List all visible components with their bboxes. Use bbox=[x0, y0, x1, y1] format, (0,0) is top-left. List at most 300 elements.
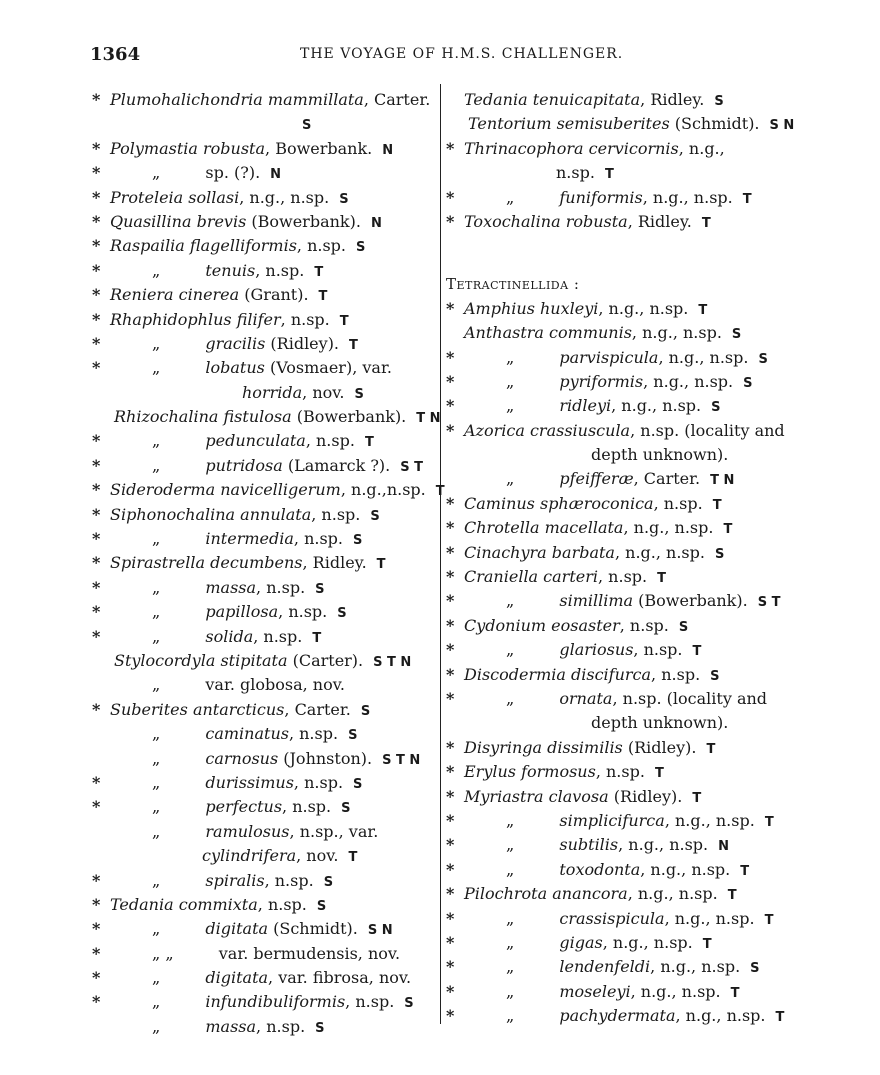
new-species-marker: * bbox=[92, 968, 101, 988]
genus-species: moseleyi bbox=[559, 981, 631, 1001]
species-entry bbox=[446, 419, 798, 443]
genus-species: lobatus bbox=[205, 358, 265, 378]
genus-species: Chrotella macellata bbox=[464, 518, 624, 538]
species-entry bbox=[446, 565, 798, 589]
species-name-text bbox=[464, 663, 720, 689]
genus-species: Spirastrella decumbens bbox=[110, 553, 303, 573]
locality-code: T bbox=[376, 557, 386, 573]
locality-code: T bbox=[723, 522, 733, 538]
locality-code: S T bbox=[757, 595, 781, 611]
ditto-mark: „ bbox=[506, 810, 520, 830]
species-name-text bbox=[591, 711, 728, 735]
genus-species: infundibuliformis bbox=[205, 992, 346, 1012]
new-species-marker: * bbox=[92, 772, 101, 792]
locality-code: S bbox=[348, 728, 358, 744]
authority-text: , Carter. bbox=[284, 699, 351, 719]
genus-species: glariosus bbox=[559, 640, 634, 660]
genus-species: pachydermata bbox=[559, 1006, 676, 1026]
authority-text: , n.sp. bbox=[345, 992, 395, 1012]
species-name-text bbox=[464, 785, 701, 811]
locality-code: S bbox=[750, 961, 760, 977]
locality-code: N bbox=[270, 167, 282, 183]
left-column bbox=[92, 88, 445, 1039]
authority-text: , n.sp. bbox=[311, 504, 361, 524]
species-entry bbox=[446, 638, 798, 662]
locality-code: T bbox=[702, 936, 712, 952]
authority-text: (Carter). bbox=[287, 650, 364, 670]
ditto-mark: „ bbox=[152, 772, 166, 792]
genus-species: caminatus bbox=[205, 724, 289, 744]
authority-text: , n.sp. bbox=[257, 894, 307, 914]
new-species-marker: * bbox=[446, 786, 455, 806]
new-species-marker: * bbox=[446, 884, 455, 904]
species-name-text bbox=[110, 698, 370, 724]
authority-text: (Ridley). bbox=[622, 737, 697, 757]
species-name-text bbox=[464, 321, 741, 347]
locality-code: S bbox=[315, 1020, 325, 1036]
authority-text: , nov. bbox=[296, 846, 339, 866]
genus-species: putridosa bbox=[205, 455, 283, 475]
genus-species: simillima bbox=[559, 591, 634, 611]
locality-code: S bbox=[341, 801, 351, 817]
genus-species: Plumohalichondria mammillata bbox=[110, 90, 364, 109]
ditto-mark: „ bbox=[152, 333, 166, 353]
authority-text: (Lamarck ?). bbox=[282, 455, 391, 475]
authority-text: , n.g., n.sp. bbox=[627, 884, 718, 904]
ditto-mark: „ bbox=[506, 396, 520, 416]
locality-code: T bbox=[712, 497, 722, 513]
ditto-mark: „ bbox=[506, 981, 520, 1001]
species-entry bbox=[446, 112, 798, 136]
authority-text: , Ridley. bbox=[302, 553, 367, 573]
species-entry bbox=[92, 771, 437, 795]
genus-species: Raspailia flagelliformis bbox=[110, 236, 297, 256]
locality-code: T bbox=[742, 191, 752, 207]
species-entry bbox=[92, 990, 437, 1014]
new-species-marker: * bbox=[446, 396, 455, 416]
species-name-text bbox=[464, 137, 725, 161]
species-entry bbox=[446, 394, 798, 418]
locality-code: S bbox=[356, 240, 366, 256]
species-name-text bbox=[152, 673, 345, 697]
species-entry bbox=[92, 210, 437, 234]
species-entry bbox=[92, 234, 437, 258]
locality-code: S T N bbox=[373, 654, 412, 670]
authority-text: , n.sp. bbox=[278, 602, 328, 622]
species-entry bbox=[92, 795, 437, 819]
species-entry bbox=[92, 625, 437, 649]
species-entry bbox=[446, 931, 798, 955]
species-name-text bbox=[506, 346, 768, 372]
ditto-mark: „ bbox=[152, 529, 166, 549]
locality-code: T bbox=[364, 435, 374, 451]
authority-text: , n.sp. bbox=[598, 567, 648, 587]
genus-species: Myriastra clavosa bbox=[464, 786, 609, 806]
authority-text: , n.g., n.sp. bbox=[631, 323, 722, 343]
species-entry bbox=[92, 283, 437, 307]
new-species-marker: * bbox=[446, 762, 455, 782]
species-name-text bbox=[152, 600, 347, 626]
ditto-mark: „ bbox=[506, 1006, 520, 1026]
species-name-text bbox=[152, 795, 351, 821]
species-entry bbox=[92, 747, 437, 771]
authority-text: , n.g., n.sp. bbox=[611, 396, 702, 416]
authority-text: , n.g.,n.sp. bbox=[340, 480, 426, 500]
ditto-mark: „ „ bbox=[152, 943, 179, 963]
species-name-text bbox=[464, 516, 732, 542]
genus-species: parvispicula bbox=[559, 347, 659, 367]
authority-text: , n.sp. bbox=[651, 664, 701, 684]
locality-code: S bbox=[404, 996, 414, 1012]
species-entry bbox=[446, 137, 798, 161]
new-species-marker: * bbox=[92, 480, 101, 500]
species-name-text bbox=[110, 88, 430, 112]
species-entry bbox=[446, 210, 798, 234]
species-name-text bbox=[464, 492, 722, 518]
species-entry bbox=[92, 405, 441, 429]
species-name-text bbox=[506, 980, 739, 1006]
new-species-marker: * bbox=[446, 737, 455, 757]
genus-species: ridleyi bbox=[559, 396, 612, 416]
new-species-marker: * bbox=[446, 298, 455, 318]
species-name-text bbox=[464, 88, 724, 114]
new-species-marker: * bbox=[92, 894, 101, 914]
ditto-mark: „ bbox=[152, 602, 166, 622]
species-entry bbox=[446, 785, 798, 809]
locality-code: S bbox=[714, 546, 725, 562]
authority-text: , n.sp. (locality and bbox=[612, 688, 768, 708]
species-name-text bbox=[242, 381, 364, 407]
species-entry bbox=[446, 1004, 798, 1028]
species-entry bbox=[92, 820, 437, 844]
species-name-text bbox=[152, 869, 333, 895]
authority-text: , n.g., bbox=[678, 138, 725, 158]
species-name-text bbox=[464, 565, 666, 591]
locality-code: S bbox=[316, 898, 327, 914]
locality-code: S T N bbox=[382, 752, 421, 768]
genus-species: tenuis bbox=[205, 260, 256, 280]
genus-species: Amphius huxleyi bbox=[464, 298, 599, 318]
authority-text: (Bowerbank). bbox=[246, 211, 361, 231]
species-entry bbox=[446, 186, 798, 210]
new-species-marker: * bbox=[92, 504, 101, 524]
genus-species: pfeifferæ bbox=[559, 469, 634, 489]
species-entry bbox=[92, 429, 437, 453]
locality-code: T bbox=[775, 1010, 785, 1026]
species-name-text bbox=[152, 454, 423, 480]
page-header bbox=[80, 44, 840, 70]
species-name-text bbox=[152, 259, 323, 285]
species-name-text bbox=[152, 917, 393, 943]
new-species-marker: * bbox=[446, 542, 455, 562]
new-species-marker: * bbox=[92, 211, 101, 231]
species-name-text bbox=[591, 443, 728, 467]
species-name-text bbox=[464, 736, 715, 762]
ditto-mark: „ bbox=[152, 675, 166, 695]
genus-species: spiralis bbox=[205, 870, 265, 890]
species-entry bbox=[92, 478, 445, 502]
species-name-text bbox=[506, 589, 780, 615]
species-name-text bbox=[114, 649, 411, 675]
locality-code: S bbox=[731, 327, 742, 343]
species-name-text bbox=[152, 942, 400, 966]
species-name-text bbox=[152, 332, 358, 358]
locality-code: S bbox=[758, 351, 768, 367]
species-entry bbox=[92, 137, 437, 161]
species-name-text bbox=[506, 931, 712, 957]
authority-text: , n.sp. bbox=[264, 870, 314, 890]
species-entry bbox=[92, 698, 437, 722]
species-entry bbox=[92, 112, 437, 136]
authority-text: , nov. bbox=[302, 382, 345, 402]
authority-text: , Carter. bbox=[633, 469, 701, 489]
species-name-text bbox=[152, 771, 362, 797]
genus-species: Rhizochalina fistulosa bbox=[114, 407, 292, 427]
species-name-text bbox=[152, 747, 420, 773]
species-entry bbox=[446, 297, 798, 321]
species-entry bbox=[446, 614, 798, 638]
authority-text: , n.g., n.sp. bbox=[642, 187, 733, 207]
authority-text: , Bowerbank. bbox=[265, 138, 373, 158]
new-species-marker: * bbox=[446, 615, 455, 635]
locality-code: T bbox=[706, 741, 716, 757]
locality-code: S bbox=[678, 619, 689, 635]
locality-code: T bbox=[654, 766, 664, 782]
genus-species: Caminus sphæroconica bbox=[464, 493, 654, 513]
species-entry bbox=[92, 308, 437, 332]
genus-species: funiformis bbox=[559, 187, 643, 207]
authority-text: depth unknown). bbox=[591, 713, 729, 733]
ditto-mark: „ bbox=[152, 821, 166, 841]
authority-text: , var. fibrosa, nov. bbox=[268, 968, 412, 988]
authority-text: , n.g., n.sp. bbox=[675, 1006, 766, 1026]
authority-text: , n.sp. bbox=[619, 615, 669, 635]
species-name-text bbox=[152, 576, 325, 602]
species-name-text bbox=[506, 858, 749, 884]
authority-text: (Johnston). bbox=[278, 748, 373, 768]
species-entry bbox=[446, 541, 798, 565]
species-entry bbox=[446, 736, 798, 760]
new-species-marker: * bbox=[92, 699, 101, 719]
genus-species: Thrinacophora cervicornis bbox=[464, 138, 679, 158]
new-species-marker: * bbox=[446, 981, 455, 1001]
genus-species: Erylus formosus bbox=[464, 762, 596, 782]
genus-species: ramulosus bbox=[205, 821, 290, 841]
ditto-mark: „ bbox=[506, 640, 520, 660]
authority-text: , n.sp. bbox=[280, 309, 330, 329]
ditto-mark: „ bbox=[506, 187, 520, 207]
authority-text: , n.sp. bbox=[256, 577, 306, 597]
genus-species: simplicifurca bbox=[559, 810, 665, 830]
genus-species: papillosa bbox=[205, 602, 279, 622]
new-species-marker: * bbox=[92, 992, 101, 1012]
authority-text: , n.sp. bbox=[282, 797, 332, 817]
genus-species: pyriformis bbox=[559, 371, 644, 391]
locality-code: T bbox=[657, 571, 666, 587]
locality-code: S bbox=[714, 94, 724, 109]
species-entry bbox=[92, 88, 437, 112]
species-name-text bbox=[110, 186, 349, 212]
authority-text: , n.g., n.sp. bbox=[640, 859, 731, 879]
ditto-mark: „ bbox=[152, 626, 166, 646]
species-name-text bbox=[110, 478, 445, 504]
new-species-marker: * bbox=[92, 797, 101, 817]
ditto-mark: „ bbox=[152, 577, 166, 597]
authority-text: , Ridley. bbox=[640, 90, 705, 109]
authority-text: , n.g., n.sp. bbox=[664, 810, 755, 830]
species-entry bbox=[446, 711, 798, 735]
new-species-marker: * bbox=[92, 431, 101, 451]
new-species-marker: * bbox=[92, 626, 101, 646]
locality-code: T bbox=[339, 313, 349, 329]
new-species-marker: * bbox=[92, 138, 101, 158]
authority-text: (Ridley). bbox=[608, 786, 683, 806]
species-name-text bbox=[110, 551, 386, 577]
authority-text: , n.g., n.sp. bbox=[630, 981, 721, 1001]
species-entry bbox=[446, 882, 798, 906]
locality-code: S N bbox=[769, 118, 795, 134]
locality-code: S bbox=[337, 606, 347, 622]
locality-code: S bbox=[353, 533, 363, 549]
new-species-marker: * bbox=[446, 1006, 455, 1026]
species-entry bbox=[446, 687, 798, 711]
genus-species: digitata bbox=[205, 919, 269, 939]
genus-species: carnosus bbox=[205, 748, 279, 768]
species-entry bbox=[446, 907, 798, 931]
new-species-marker: * bbox=[446, 810, 455, 830]
right-column bbox=[446, 88, 798, 1028]
locality-code: S bbox=[354, 386, 364, 402]
section-heading: Tetractinellida : bbox=[446, 275, 580, 294]
locality-code: T N bbox=[710, 473, 735, 489]
new-species-marker: * bbox=[446, 957, 455, 977]
genus-species: crassispicula bbox=[559, 908, 665, 928]
ditto-mark: „ bbox=[506, 591, 520, 611]
locality-code: S bbox=[302, 118, 312, 134]
locality-code: S bbox=[353, 776, 363, 792]
genus-species: solida bbox=[205, 626, 254, 646]
genus-species: Pilochrota anancora bbox=[464, 884, 628, 904]
species-entry bbox=[446, 858, 798, 882]
species-entry bbox=[446, 346, 798, 370]
locality-code: T bbox=[727, 888, 737, 904]
locality-code: S bbox=[315, 581, 325, 597]
authority-text: , n.sp. bbox=[296, 236, 347, 256]
species-name-text bbox=[506, 467, 734, 493]
authority-text: , n.g., n.sp. bbox=[602, 932, 693, 952]
new-species-marker: * bbox=[446, 591, 455, 611]
genus-species: gracilis bbox=[205, 333, 266, 353]
genus-species: massa bbox=[205, 577, 257, 597]
species-entry bbox=[446, 370, 798, 394]
species-name-text bbox=[152, 722, 357, 748]
new-species-marker: * bbox=[92, 260, 101, 280]
ditto-mark: „ bbox=[152, 919, 166, 939]
new-species-marker: * bbox=[92, 187, 101, 207]
new-species-marker: * bbox=[446, 493, 455, 513]
genus-species: Polymastia robusta bbox=[110, 138, 266, 158]
species-name-text bbox=[464, 760, 664, 786]
authority-text: , n.g., n.sp. bbox=[650, 957, 741, 977]
species-entry bbox=[446, 492, 798, 516]
running-title: THE VOYAGE OF H.M.S. CHALLENGER. bbox=[300, 46, 624, 62]
species-name-text bbox=[292, 112, 311, 138]
species-name-text bbox=[506, 370, 753, 396]
new-species-marker: * bbox=[92, 285, 101, 305]
new-species-marker: * bbox=[92, 309, 101, 329]
species-entry bbox=[446, 833, 798, 857]
authority-text: n.sp. bbox=[556, 163, 595, 183]
column-divider bbox=[440, 84, 441, 1024]
genus-species: Tedania tenuicapitata bbox=[464, 90, 641, 109]
species-entry bbox=[446, 161, 798, 185]
species-name-text bbox=[464, 614, 688, 640]
new-species-marker: * bbox=[92, 553, 101, 573]
locality-code: T bbox=[604, 167, 614, 183]
species-name-text bbox=[506, 809, 774, 835]
genus-species: horrida bbox=[242, 382, 303, 402]
species-name-text bbox=[468, 112, 794, 138]
genus-species: Rhaphidophlus filifer bbox=[110, 309, 281, 329]
species-entry bbox=[446, 516, 798, 540]
species-name-text bbox=[110, 137, 393, 163]
species-entry bbox=[92, 942, 437, 966]
species-name-text bbox=[152, 161, 281, 187]
locality-code: T bbox=[435, 484, 445, 500]
genus-species: Disyringa dissimilis bbox=[464, 737, 623, 757]
species-name-text bbox=[202, 844, 357, 870]
species-name-text bbox=[506, 394, 721, 420]
species-entry bbox=[92, 844, 437, 868]
ditto-mark: „ bbox=[152, 748, 166, 768]
authority-text: (Schmidt). bbox=[669, 114, 760, 134]
genus-species: ornata bbox=[559, 688, 613, 708]
genus-species: perfectus bbox=[205, 797, 283, 817]
ditto-mark: „ bbox=[152, 992, 166, 1012]
locality-code: T bbox=[692, 644, 702, 660]
species-name-text bbox=[110, 234, 365, 260]
genus-species: Cinachyra barbata bbox=[464, 542, 615, 562]
authority-text: , n.sp. (locality and bbox=[630, 420, 785, 440]
ditto-mark: „ bbox=[152, 455, 166, 475]
genus-species: digitata bbox=[205, 968, 269, 988]
authority-text: depth unknown). bbox=[591, 445, 729, 465]
new-species-marker: * bbox=[92, 870, 101, 890]
species-entry bbox=[446, 809, 798, 833]
genus-species: Reniera cinerea bbox=[110, 285, 240, 305]
species-name-text bbox=[506, 833, 729, 859]
species-name-text bbox=[110, 308, 349, 334]
genus-species: subtilis bbox=[559, 835, 619, 855]
new-species-marker: * bbox=[446, 138, 455, 158]
locality-code: T bbox=[698, 302, 708, 318]
authority-text: (Ridley). bbox=[265, 333, 340, 353]
species-name-text bbox=[152, 527, 362, 553]
genus-species: gigas bbox=[559, 932, 603, 952]
new-species-marker: * bbox=[446, 688, 455, 708]
species-name-text bbox=[110, 893, 326, 919]
new-species-marker: * bbox=[446, 420, 455, 440]
ditto-mark: „ bbox=[506, 347, 520, 367]
authority-text: (Vosmaer), var. bbox=[264, 358, 392, 378]
new-species-marker: * bbox=[446, 347, 455, 367]
new-species-marker: * bbox=[92, 943, 101, 963]
species-name-text bbox=[464, 210, 711, 236]
new-species-marker: * bbox=[446, 567, 455, 587]
species-entry bbox=[92, 356, 437, 380]
species-name-text bbox=[110, 503, 380, 529]
authority-text: , n.g., n.sp. bbox=[664, 908, 755, 928]
